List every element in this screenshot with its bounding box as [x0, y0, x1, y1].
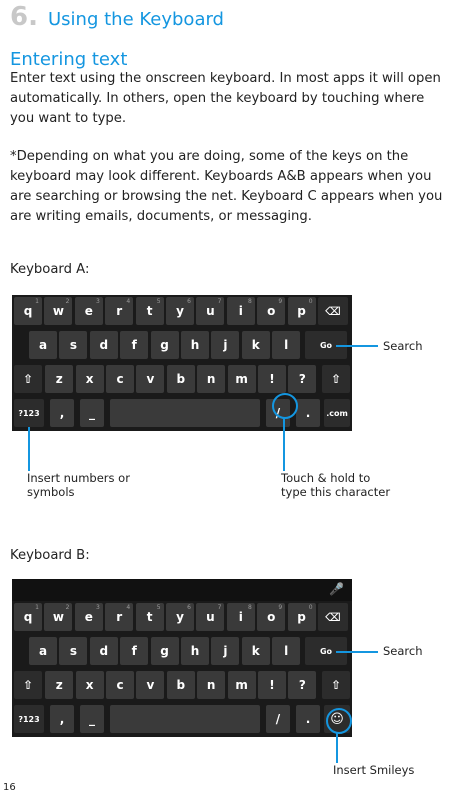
kbd-a-key-f[interactable]: f — [120, 331, 148, 359]
kbd-b-key-r[interactable]: r 4 — [105, 603, 133, 631]
kbd-a-key-v[interactable]: v — [136, 365, 164, 393]
kbd-b-key-j[interactable]: j — [211, 637, 239, 665]
kbd-b-key-a[interactable]: a — [29, 637, 57, 665]
kbd-a-key-y[interactable]: y 6 — [166, 297, 194, 325]
smiley-circle — [326, 708, 352, 734]
kbd-a-key-h[interactable]: h — [181, 331, 209, 359]
kbd-b-shift-right-key[interactable] — [322, 671, 350, 699]
keyboard-b-label: Keyboard B: — [10, 548, 90, 563]
kbd-b-key-p[interactable]: p 0 — [288, 603, 316, 631]
kbd-b-key-c[interactable]: c — [106, 671, 134, 699]
kbd-b-key-i[interactable]: i 8 — [227, 603, 255, 631]
kbd-a-key-d[interactable]: d — [90, 331, 118, 359]
kbd-b-key-![interactable]: ! — [258, 671, 286, 699]
kbd-b-dash-key[interactable]: _ — [80, 705, 104, 733]
kbd-b-dot-key[interactable]: . — [296, 705, 320, 733]
kbd-a-symbols-key[interactable]: ?123 — [14, 399, 44, 427]
kbd-b-slash-key[interactable]: / — [266, 705, 290, 733]
shift-icon: ⇧ — [22, 678, 34, 692]
kbd-a-comma-key[interactable]: , — [50, 399, 74, 427]
kbd-a-key-x[interactable]: x — [76, 365, 104, 393]
touch-hold-callout-line — [283, 417, 285, 471]
kbd-b-comma-key[interactable]: , — [50, 705, 74, 733]
kbd-b-key-o[interactable]: o 9 — [257, 603, 285, 631]
kbd-b-key-?[interactable]: ? — [288, 671, 316, 699]
keyboard-b-topbar — [12, 579, 352, 601]
smiley-icon: ☺ — [330, 711, 344, 727]
kbd-a-key-c[interactable]: c — [106, 365, 134, 393]
kbd-b-symbols-key[interactable]: ?123 — [14, 705, 44, 733]
kbd-a-space-key[interactable] — [110, 399, 260, 427]
smileys-callout: Insert Smileys — [333, 763, 415, 777]
kbd-b-key-g[interactable]: g — [151, 637, 179, 665]
section-title: Entering text — [10, 49, 128, 70]
kbd-b-key-s[interactable]: s — [59, 637, 87, 665]
search-callout-a: Search — [383, 339, 423, 353]
kbd-a-key-m[interactable]: m — [228, 365, 256, 393]
kbd-b-key-z[interactable]: z — [45, 671, 73, 699]
kbd-a-key-n[interactable]: n — [197, 365, 225, 393]
keyboard-a — [12, 295, 352, 431]
kbd-a-key-k[interactable]: k — [242, 331, 270, 359]
search-callout-line-a — [336, 345, 378, 347]
kbd-a-slash-key[interactable]: / — [266, 399, 290, 427]
page-number: 16 — [3, 782, 16, 793]
kbd-b-key-k[interactable]: k — [242, 637, 270, 665]
mic-icon[interactable]: 🎤 — [329, 582, 344, 596]
kbd-b-backspace-key[interactable] — [318, 603, 348, 631]
kbd-b-key-u[interactable]: u 7 — [196, 603, 224, 631]
kbd-a-key-b[interactable]: b — [167, 365, 195, 393]
kbd-b-key-x[interactable]: x — [76, 671, 104, 699]
search-callout-b: Search — [383, 644, 423, 658]
chapter-number: 6. — [10, 2, 38, 32]
kbd-b-key-y[interactable]: y 6 — [166, 603, 194, 631]
kbd-b-key-h[interactable]: h — [181, 637, 209, 665]
kbd-b-key-q[interactable]: q 1 — [14, 603, 42, 631]
kbd-b-key-b[interactable]: b — [167, 671, 195, 699]
kbd-a-go-key[interactable]: Go — [305, 331, 347, 359]
kbd-a-key-g[interactable]: g — [151, 331, 179, 359]
kbd-a-key-?[interactable]: ? — [288, 365, 316, 393]
numbers-callout-line — [28, 427, 30, 471]
kbd-b-key-t[interactable]: t 5 — [136, 603, 164, 631]
kbd-b-key-n[interactable]: n — [197, 671, 225, 699]
shift-icon: ⇧ — [330, 372, 342, 386]
backspace-icon: ⌫ — [325, 304, 341, 318]
kbd-b-key-w[interactable]: w 2 — [44, 603, 72, 631]
shift-icon: ⇧ — [22, 372, 34, 386]
kbd-a-key-j[interactable]: j — [211, 331, 239, 359]
kbd-a-backspace-key[interactable] — [318, 297, 348, 325]
kbd-b-key-v[interactable]: v — [136, 671, 164, 699]
kbd-b-key-e[interactable]: e 3 — [75, 603, 103, 631]
kbd-a-key-![interactable]: ! — [258, 365, 286, 393]
kbd-a-key-e[interactable]: e 3 — [75, 297, 103, 325]
shift-icon: ⇧ — [330, 678, 342, 692]
kbd-a-key-s[interactable]: s — [59, 331, 87, 359]
kbd-a-key-z[interactable]: z — [45, 365, 73, 393]
kbd-b-key-f[interactable]: f — [120, 637, 148, 665]
kbd-a-key-p[interactable]: p 0 — [288, 297, 316, 325]
kbd-a-key-q[interactable]: q 1 — [14, 297, 42, 325]
kbd-a-key-o[interactable]: o 9 — [257, 297, 285, 325]
backspace-icon: ⌫ — [325, 610, 341, 624]
kbd-a-key-w[interactable]: w 2 — [44, 297, 72, 325]
note-paragraph: *Depending on what you are doing, some of the keys on the keyboard may look different. Keyboards A&B appears when you are searching or browsing the net. Keyboard C appears when you are writing emails, documents, or messaging. — [10, 149, 443, 224]
kbd-a-key-r[interactable]: r 4 — [105, 297, 133, 325]
touch-hold-circle — [272, 393, 298, 419]
search-callout-line-b — [336, 651, 378, 653]
kbd-b-key-d[interactable]: d — [90, 637, 118, 665]
kbd-b-shift-left-key[interactable] — [14, 671, 42, 699]
kbd-a-shift-left-key[interactable] — [14, 365, 42, 393]
kbd-a-com-key[interactable]: .com — [324, 399, 350, 427]
chapter-title: Using the Keyboard — [48, 9, 224, 30]
keyboard-b — [12, 601, 352, 737]
kbd-a-key-t[interactable]: t 5 — [136, 297, 164, 325]
kbd-b-space-key[interactable] — [110, 705, 260, 733]
smileys-callout-line — [336, 733, 338, 763]
kbd-b-go-key[interactable]: Go — [305, 637, 347, 665]
kbd-b-key-m[interactable]: m — [228, 671, 256, 699]
kbd-a-key-u[interactable]: u 7 — [196, 297, 224, 325]
numbers-callout: Insert numbers or symbols — [27, 471, 130, 499]
kbd-a-dash-key[interactable]: _ — [80, 399, 104, 427]
kbd-b-key-l[interactable]: l — [272, 637, 300, 665]
kbd-a-key-i[interactable]: i 8 — [227, 297, 255, 325]
touch-hold-callout: Touch & hold to type this character — [281, 471, 391, 499]
intro-paragraph: Enter text using the onscreen keyboard. In most apps it will open automatically. In others, open the keyboard by touching where you want to type. — [10, 71, 441, 126]
keyboard-a-label: Keyboard A: — [10, 262, 90, 277]
kbd-a-key-a[interactable]: a — [29, 331, 57, 359]
kbd-a-key-l[interactable]: l — [272, 331, 300, 359]
kbd-a-shift-right-key[interactable] — [322, 365, 350, 393]
kbd-a-dot-key[interactable]: . — [296, 399, 320, 427]
